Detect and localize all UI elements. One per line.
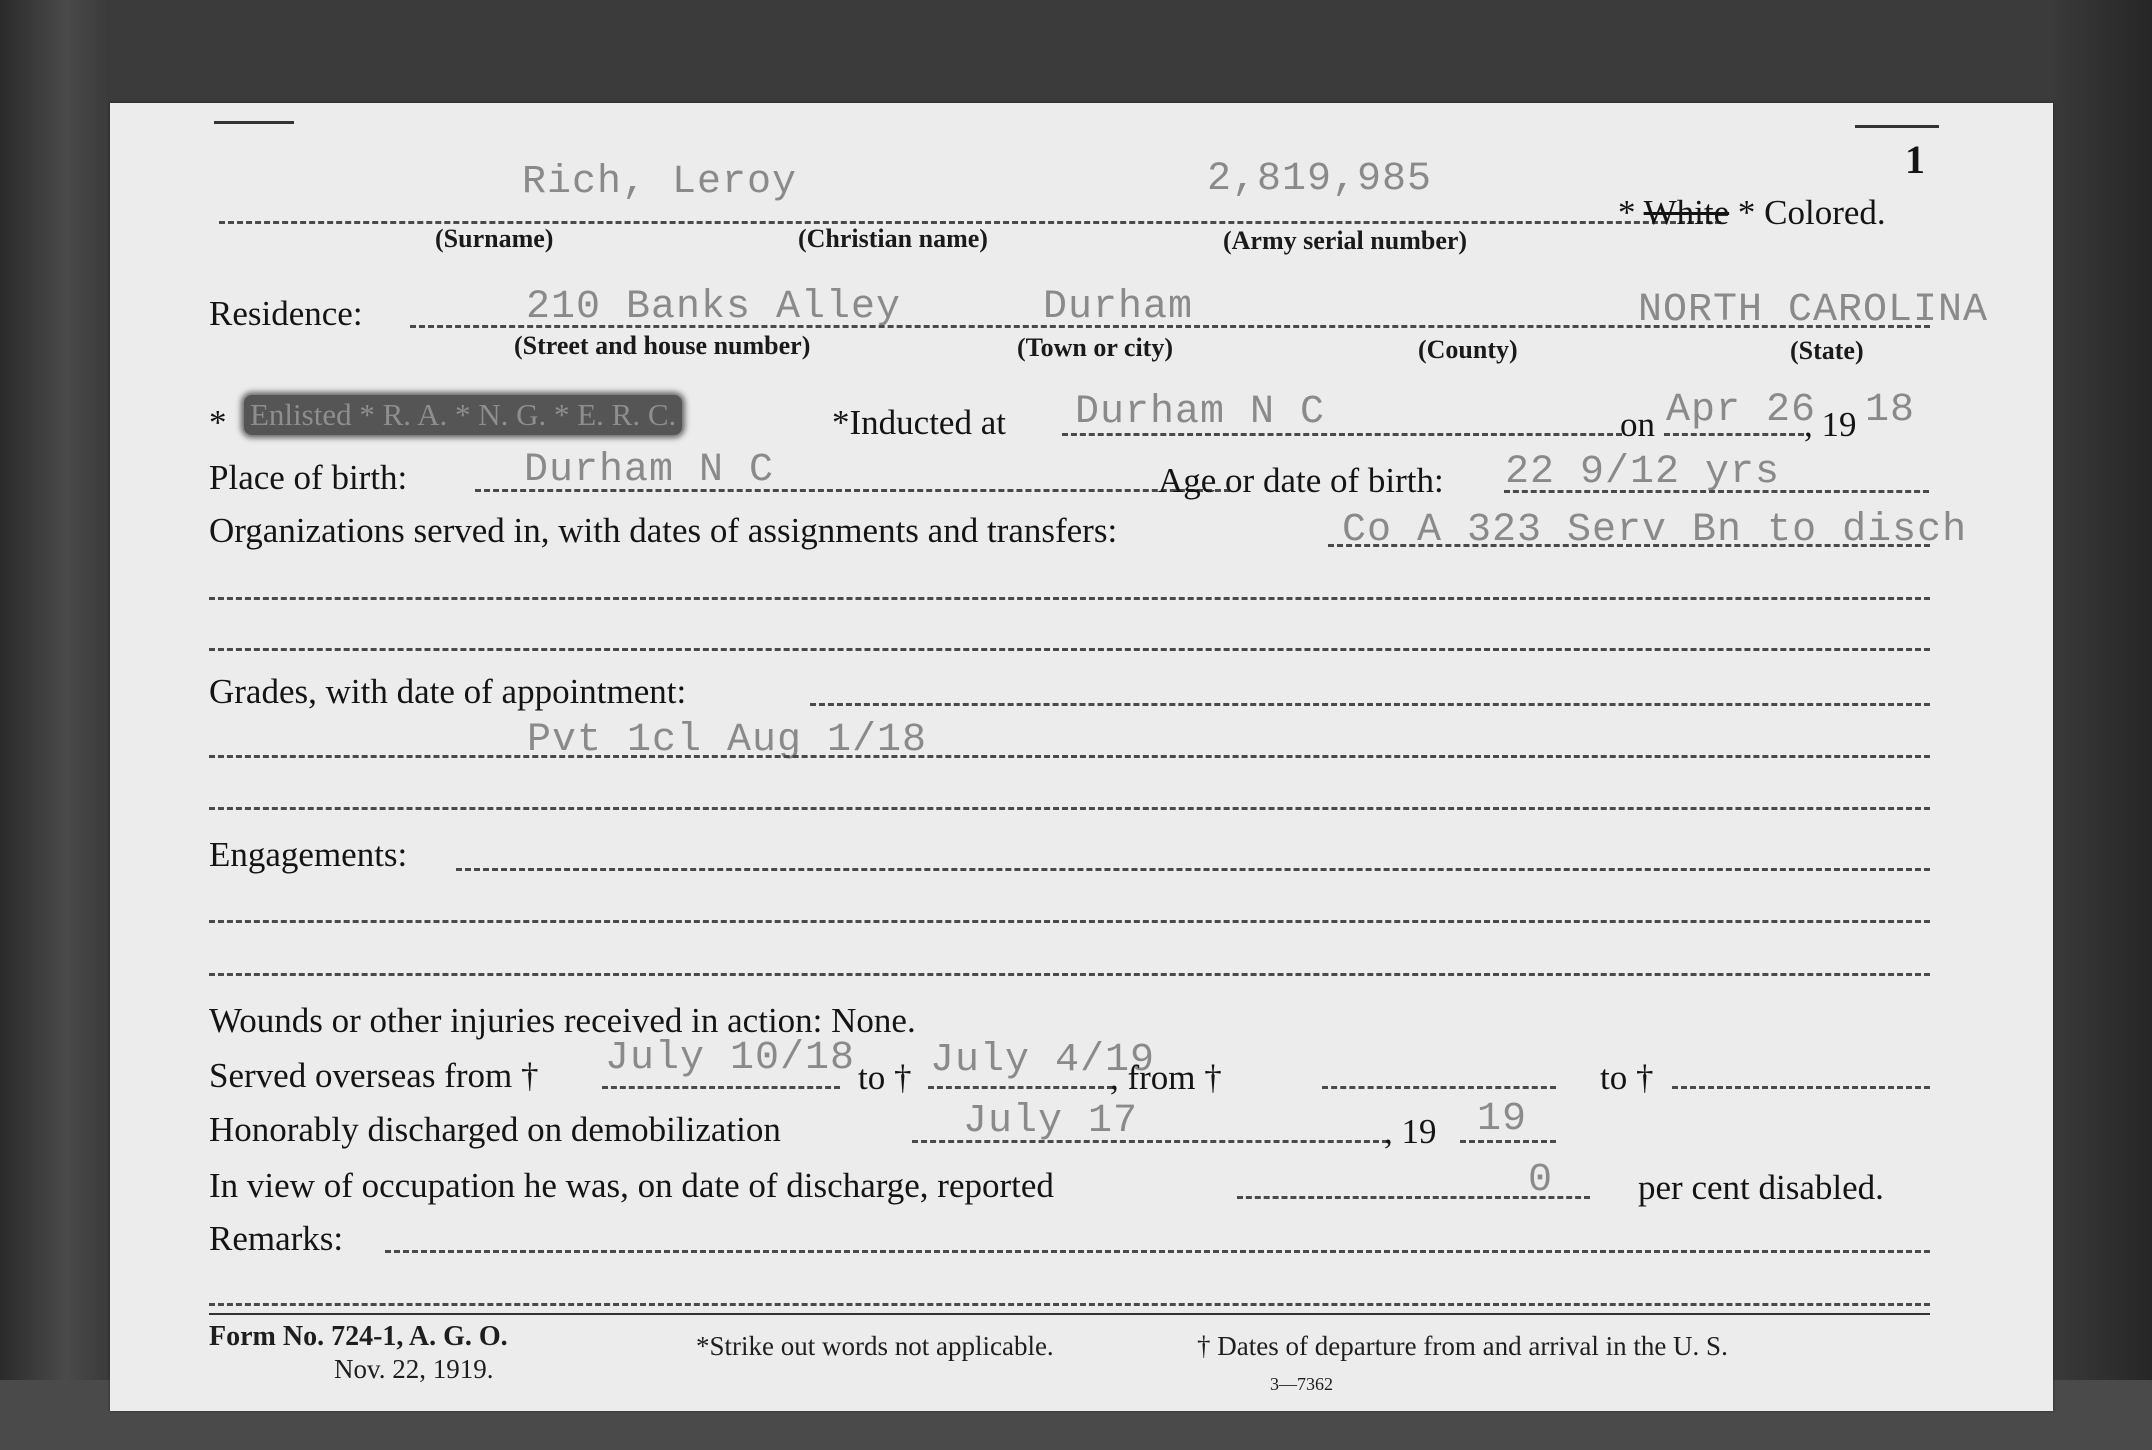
serial-number-value: 2,819,985 xyxy=(1207,157,1433,202)
age-label: Age or date of birth: xyxy=(1158,461,1444,500)
grades-value: Pvt 1cl Aug 1/18 xyxy=(527,718,928,763)
place-of-birth-value: Durham N C xyxy=(524,448,775,493)
discharge-label: Honorably discharged on demobilization xyxy=(209,1110,781,1149)
card-number: 1 xyxy=(1905,137,1925,182)
town-value: Durham xyxy=(1043,285,1194,330)
overseas-from2-label: , from † xyxy=(1110,1058,1222,1097)
redacted-enlisted: Enlisted * R. A. * N. G. * E. R. C. xyxy=(244,395,682,435)
corner-rule xyxy=(214,121,294,124)
discharge-year-line xyxy=(1460,1140,1556,1143)
remarks-line-2 xyxy=(209,1303,1930,1306)
residence-line xyxy=(410,325,1930,328)
discharge-year-value: 19 xyxy=(1477,1097,1528,1142)
race-colored: * Colored. xyxy=(1737,193,1886,232)
induction-year-value: 18 xyxy=(1865,388,1916,433)
form-date: Nov. 22, 1919. xyxy=(334,1354,494,1384)
induction-year-prefix: , 19 xyxy=(1804,405,1857,444)
induction-star: * xyxy=(209,403,227,442)
organizations-line-1 xyxy=(1328,544,1930,547)
state-value: NORTH CAROLINA xyxy=(1638,288,1989,333)
overseas-to-value: July 4/19 xyxy=(930,1038,1156,1083)
organizations-label: Organizations served in, with dates of assignments and transfers: xyxy=(209,511,1118,550)
inducted-place-value: Durham N C xyxy=(1075,390,1326,435)
grades-line-2 xyxy=(209,755,1930,758)
label-serial: (Army serial number) xyxy=(1223,226,1468,255)
service-record-card xyxy=(110,103,2053,1411)
form-number: Form No. 724-1, A. G. O. xyxy=(209,1321,508,1352)
label-county: (County) xyxy=(1418,335,1518,364)
remarks-label: Remarks: xyxy=(209,1219,344,1258)
print-code: 3—7362 xyxy=(1270,1374,1333,1394)
residence-label: Residence: xyxy=(209,294,363,333)
overseas-from-value: July 10/18 xyxy=(605,1036,856,1081)
organizations-line-2 xyxy=(209,597,1930,600)
engagements-line-3 xyxy=(209,973,1930,976)
footnote-strike-out: *Strike out words not applicable. xyxy=(696,1331,1054,1361)
remarks-line-1 xyxy=(385,1250,1930,1253)
footnote-dates: † Dates of departure from and arrival in the U. S. xyxy=(1197,1331,1728,1361)
label-christian: (Christian name) xyxy=(798,224,988,253)
induction-date-value: Apr 26 xyxy=(1666,388,1817,433)
disability-suffix: per cent disabled. xyxy=(1638,1168,1884,1207)
scan-edge-right xyxy=(2052,0,2152,1450)
race-options xyxy=(1618,195,1886,230)
age-line xyxy=(1504,490,1929,493)
label-street: (Street and house number) xyxy=(514,331,811,360)
label-surname: (Surname) xyxy=(435,224,554,253)
inducted-label: *Inducted at xyxy=(832,403,1006,442)
place-of-birth-line xyxy=(475,489,1230,492)
card-number-rule xyxy=(1855,125,1939,128)
induction-date-line xyxy=(1664,433,1804,436)
wounds-label: Wounds or other injuries received in action: None. xyxy=(209,1001,916,1040)
on-label: on xyxy=(1620,405,1655,444)
discharge-year-prefix: , 19 xyxy=(1384,1112,1437,1151)
place-of-birth-label: Place of birth: xyxy=(209,458,408,497)
engagements-line-1 xyxy=(456,868,1930,871)
organizations-value: Co A 323 Serv Bn to disch xyxy=(1342,508,1968,553)
grades-label: Grades, with date of appointment: xyxy=(209,672,687,711)
scan-edge-left xyxy=(0,0,110,1450)
overseas-from-line xyxy=(602,1086,840,1089)
grades-line-3 xyxy=(209,807,1930,810)
inducted-place-line xyxy=(1062,433,1622,436)
engagements-label: Engagements: xyxy=(209,835,408,874)
grades-line-1 xyxy=(810,703,1930,706)
disability-value: 0 xyxy=(1528,1158,1554,1203)
age-value: 22 9/12 yrs xyxy=(1505,450,1781,495)
race-prefix: * xyxy=(1618,193,1644,232)
street-value: 210 Banks Alley xyxy=(526,285,902,330)
race-white: White xyxy=(1643,193,1730,232)
label-state: (State) xyxy=(1790,336,1864,365)
discharge-date-value: July 17 xyxy=(963,1099,1139,1144)
disability-label: In view of occupation he was, on date of discharge, reported xyxy=(209,1166,1054,1205)
discharge-date-line xyxy=(912,1140,1388,1143)
overseas-to-line xyxy=(928,1086,1113,1089)
footer-rule xyxy=(209,1313,1930,1315)
organizations-line-3 xyxy=(209,648,1930,651)
surname-christian-value: Rich, Leroy xyxy=(522,160,798,205)
overseas-label: Served overseas from † xyxy=(209,1056,539,1095)
overseas-to2-line xyxy=(1672,1086,1930,1089)
overseas-from2-line xyxy=(1322,1086,1556,1089)
overseas-to-label: to † xyxy=(858,1058,912,1097)
overseas-to2-label: to † xyxy=(1600,1058,1654,1097)
label-town: (Town or city) xyxy=(1017,333,1173,362)
engagements-line-2 xyxy=(209,920,1930,923)
